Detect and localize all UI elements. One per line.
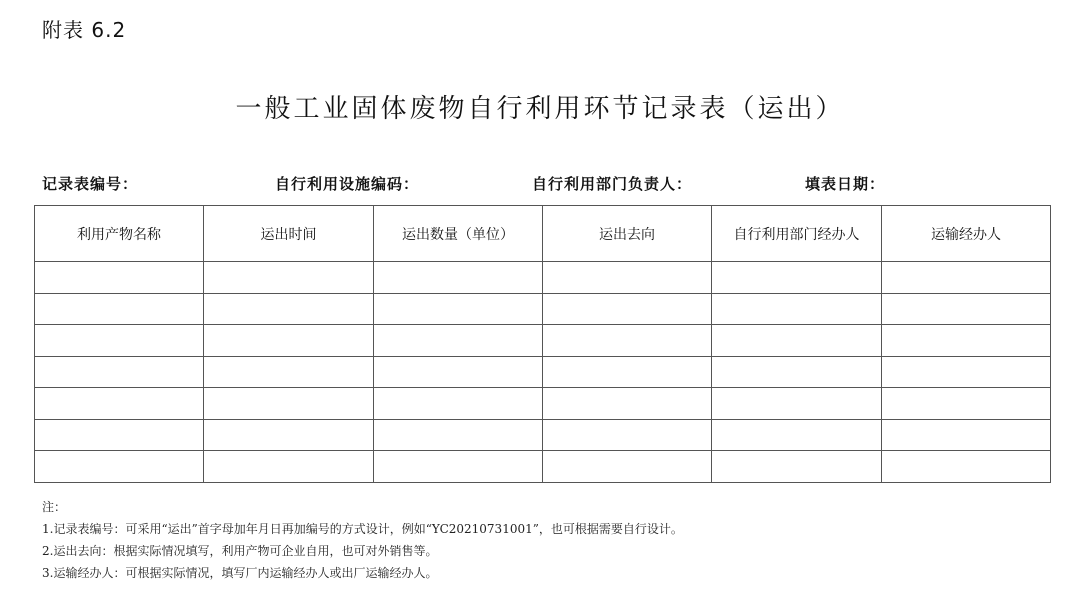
header-destination: 运出去向 — [543, 206, 712, 262]
header-department-handler: 自行利用部门经办人 — [712, 206, 882, 262]
table-cell[interactable] — [712, 262, 882, 294]
table-cell[interactable] — [882, 325, 1051, 357]
table-row — [35, 388, 1051, 420]
table-cell[interactable] — [374, 388, 543, 420]
table-cell[interactable] — [35, 451, 204, 483]
table-cell[interactable] — [35, 388, 204, 420]
table-cell[interactable] — [374, 262, 543, 294]
table-row — [35, 419, 1051, 451]
table-cell[interactable] — [882, 293, 1051, 325]
record-table — [34, 205, 1051, 483]
table-cell[interactable] — [204, 262, 374, 294]
note-item: 2.运出去向：根据实际情况填写，利用产物可企业自用，也可对外销售等。 — [42, 544, 438, 558]
header-transport-handler: 运输经办人 — [882, 206, 1051, 262]
table-body — [35, 262, 1051, 483]
table-cell[interactable] — [882, 388, 1051, 420]
table-row — [35, 293, 1051, 325]
table-cell[interactable] — [543, 262, 712, 294]
notes-section — [42, 498, 683, 584]
table-cell[interactable] — [712, 451, 882, 483]
table-row — [35, 451, 1051, 483]
notes-label: 注： — [42, 500, 67, 514]
table-row — [35, 262, 1051, 294]
table-cell[interactable] — [35, 293, 204, 325]
table-cell[interactable] — [543, 419, 712, 451]
table-row — [35, 356, 1051, 388]
table-cell[interactable] — [204, 325, 374, 357]
table-cell[interactable] — [712, 356, 882, 388]
table-cell[interactable] — [374, 451, 543, 483]
table-cell[interactable] — [204, 356, 374, 388]
department-head-field: 自行利用部门负责人： — [532, 175, 693, 193]
table-cell[interactable] — [374, 293, 543, 325]
table-cell[interactable] — [882, 451, 1051, 483]
table-header-row — [35, 206, 1051, 262]
table-cell[interactable] — [543, 388, 712, 420]
header-product-name: 利用产物名称 — [35, 206, 204, 262]
table-cell[interactable] — [204, 451, 374, 483]
table-cell[interactable] — [35, 325, 204, 357]
appendix-label: 附表 6.2 — [42, 18, 127, 42]
note-item: 3.运输经办人：可根据实际情况，填写厂内运输经办人或出厂运输经办人。 — [42, 566, 438, 580]
table-cell[interactable] — [712, 388, 882, 420]
table-cell[interactable] — [882, 356, 1051, 388]
table-cell[interactable] — [712, 419, 882, 451]
note-item: 1.记录表编号：可采用“运出”首字母加年月日再加编号的方式设计，例如“YC20210731001”，也可根据需要自行设计。 — [42, 522, 683, 536]
table-cell[interactable] — [204, 419, 374, 451]
table-cell[interactable] — [712, 293, 882, 325]
record-number-field: 记录表编号： — [42, 175, 139, 193]
table-cell[interactable] — [882, 262, 1051, 294]
facility-code-field: 自行利用设施编码： — [275, 175, 420, 193]
table-cell[interactable] — [543, 325, 712, 357]
table-cell[interactable] — [543, 356, 712, 388]
table-cell[interactable] — [204, 293, 374, 325]
table-cell[interactable] — [543, 293, 712, 325]
table-cell[interactable] — [204, 388, 374, 420]
table-cell[interactable] — [374, 419, 543, 451]
table-cell[interactable] — [374, 325, 543, 357]
table-cell[interactable] — [374, 356, 543, 388]
table-cell[interactable] — [35, 419, 204, 451]
table-cell[interactable] — [712, 325, 882, 357]
table-cell[interactable] — [882, 419, 1051, 451]
table-cell[interactable] — [35, 262, 204, 294]
table-cell[interactable] — [35, 356, 204, 388]
table-row — [35, 325, 1051, 357]
header-outbound-time: 运出时间 — [204, 206, 374, 262]
header-outbound-quantity: 运出数量（单位） — [374, 206, 543, 262]
table-cell[interactable] — [543, 451, 712, 483]
form-title: 一般工业固体废物自行利用环节记录表（运出） — [235, 94, 845, 124]
fill-date-field: 填表日期： — [805, 175, 886, 193]
